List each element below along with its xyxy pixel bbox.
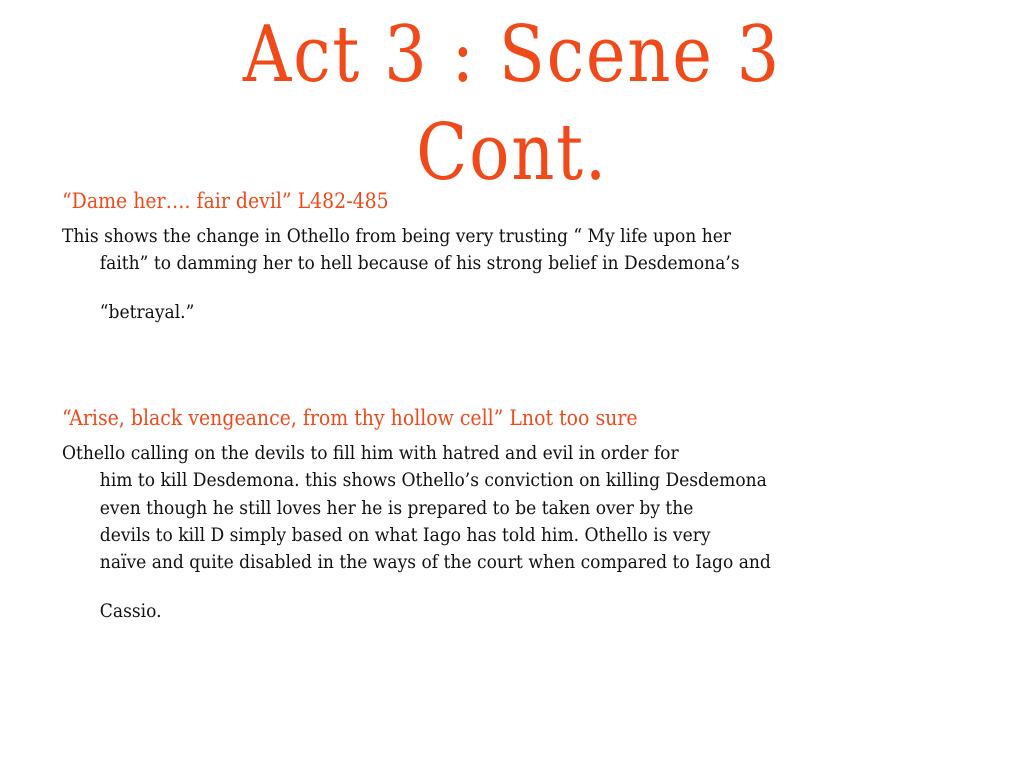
quote-1: “Dame her…. fair devil” L482-485: [62, 189, 389, 213]
paragraph-2-line: Othello calling on the devils to fill him with hatred and evil in order for: [62, 442, 679, 464]
slide-title: [72, 6, 953, 202]
title-line-2: Cont.: [416, 108, 608, 198]
paragraph-2-line: even though he still loves her he is prepared to be taken over by the: [99, 497, 694, 519]
paragraph-1-line: This shows the change in Othello from being very trusting “ My life upon her: [62, 225, 732, 247]
quote-2: “Arise, black vengeance, from thy hollow cell” Lnot too sure: [62, 406, 638, 430]
title-line-1: Act 3 : Scene 3: [242, 10, 782, 100]
paragraph-1-line: “betrayal.”: [99, 301, 195, 323]
paragraph-2-line: devils to kill D simply based on what Iago has told him. Othello is very: [99, 524, 711, 546]
paragraph-1-line: faith” to damming her to hell because of his strong belief in Desdemona’s: [99, 252, 740, 274]
paragraph-2-line: Cassio.: [99, 600, 162, 622]
paragraph-2-line: naïve and quite disabled in the ways of the court when compared to Iago and: [99, 551, 771, 573]
paragraph-2-line: him to kill Desdemona. this shows Othello’s conviction on killing Desdemona: [99, 469, 767, 491]
